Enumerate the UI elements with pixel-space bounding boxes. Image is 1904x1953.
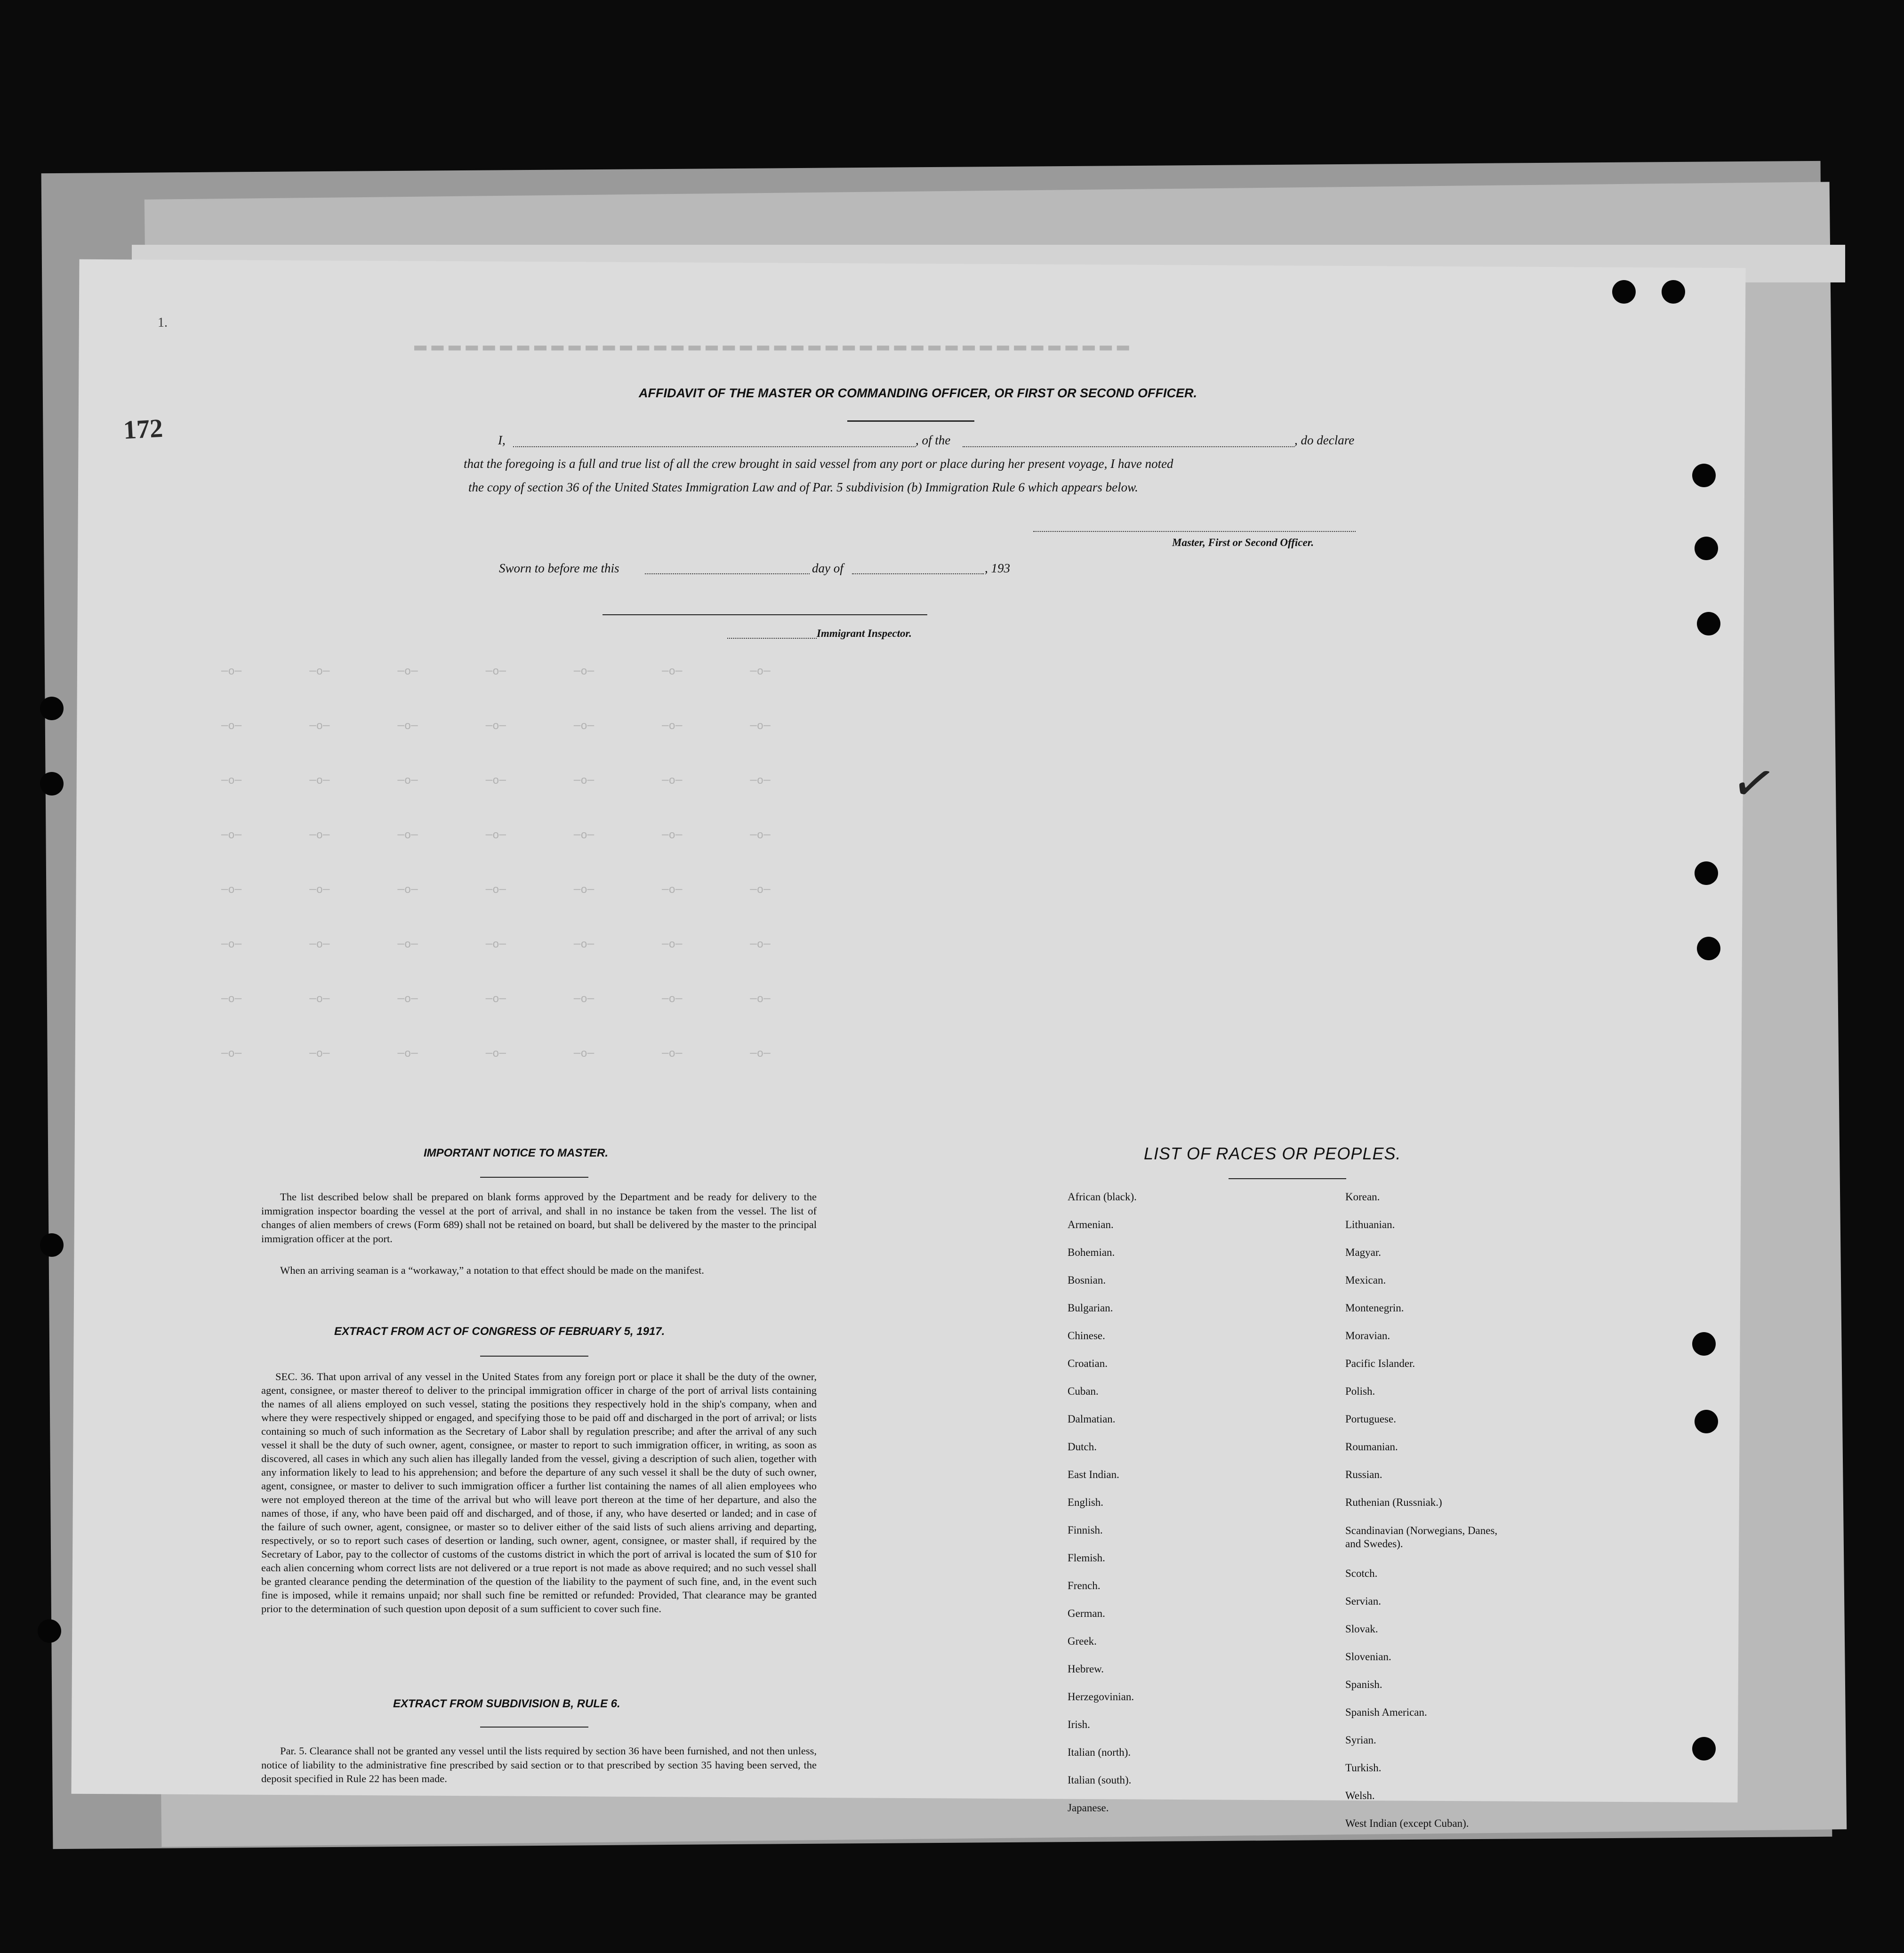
race-item: Croatian. xyxy=(1068,1358,1108,1369)
punch-hole xyxy=(1692,1737,1716,1760)
act-extract-text: SEC. 36. That upon arrival of any vessel in the United States from any foreign port or place it shall be the duty of the owner, agent, consignee, or master thereof to deliver to the principal immigration officer in charge of the port of arrival lists containing the names of all aliens employed on such vessel, stating the positions they respectively hold in the ship's company, when and where they were respectively shipped or engaged, and specifying those to be paid off and discharged in the port of arrival; or lists containing so much of such information as the Secretary of Labor shall by regulation prescribe; and after the arrival of any such vessel it shall be the duty of such owner, agent, consignee, or master to report to such immigration officer, in writing, as soon as discovered, all cases in which any such alien has illegally landed from the vessel, giving a description of such alien, together with any information likely to lead to his apprehension; and before the departure of any such vessel it shall be the duty of such owner, agent, consignee, or master to deliver to such immigration officer a further list containing the names of all alien employees who were not employed thereon at the time of the arrival but who will leave port thereon at the time of her departure, and also the names of those, if any, who have been paid off and discharged, and of those, if any, who have deserted or landed; and in case of the failure of such owner, agent, consignee, or master so to deliver either of the said lists of such aliens arriving and departing, respectively, or so to report such cases of desertion or landing, such owner, agent, consignee, or master shall, if required by the Secretary of Labor, pay to the collector of customs of the customs district in which the port of arrival is located the sum of $10 for each alien concerning whom correct lists are not delivered or a true report is not made as above required; and no such vessel shall be granted clearance pending the determination of the question of the liability to the payment of such fine, and, in the event such fine is imposed, while it remains unpaid; nor shall such fine be remitted or refunded: Provided, That clearance may be granted prior to the determination of such question upon deposit of a sum sufficient to cover such fine. xyxy=(261,1371,817,1615)
signature-blank xyxy=(1033,531,1356,532)
notice-rule xyxy=(480,1177,588,1178)
race-item: Dutch. xyxy=(1068,1441,1097,1453)
race-item: Roumanian. xyxy=(1345,1441,1398,1453)
punch-hole xyxy=(1695,861,1718,885)
affidavit-line1-mid: , of the xyxy=(916,433,951,447)
notice-title: IMPORTANT NOTICE TO MASTER. xyxy=(424,1147,609,1159)
race-item: Spanish American. xyxy=(1345,1706,1427,1718)
race-item: Slovak. xyxy=(1345,1623,1378,1635)
affidavit-line3: the copy of section 36 of the United States Immigration Law and of Par. 5 subdivision (b) Immigration Rule 6 which appears below. xyxy=(468,480,1138,494)
race-item: Korean. xyxy=(1345,1191,1380,1203)
rule-extract-text: Par. 5. Clearance shall not be granted any vessel until the lists required by section 36 have been furnished, and not then unless, notice of liability to the administrative fine prescribed by said section or to that prescribed by section 35 having been served, the deposit specified in Rule 22 has been made. xyxy=(261,1745,817,1784)
punch-hole xyxy=(40,697,64,720)
race-item: Bulgarian. xyxy=(1068,1302,1113,1314)
race-item: Spanish. xyxy=(1345,1679,1382,1690)
race-item: Dalmatian. xyxy=(1068,1413,1116,1425)
race-item: Bosnian. xyxy=(1068,1274,1106,1286)
race-item: Portuguese. xyxy=(1345,1413,1396,1425)
race-item: Greek. xyxy=(1068,1635,1097,1647)
affidavit-line2: that the foregoing is a full and true list of all the crew brought in said vessel from any port or place during her present voyage, I have noted xyxy=(464,457,1173,471)
race-item: Welsh. xyxy=(1345,1790,1375,1801)
punch-hole xyxy=(1612,280,1636,304)
rule-rule xyxy=(480,1727,588,1728)
race-item: Moravian. xyxy=(1345,1330,1390,1342)
races-rule xyxy=(1229,1178,1346,1179)
act-rule xyxy=(480,1356,588,1357)
title-rule xyxy=(847,420,974,422)
punch-hole xyxy=(1697,612,1720,635)
race-item: Lithuanian. xyxy=(1345,1219,1395,1230)
notice-paragraph-2: When an arriving seaman is a “workaway,” a notation to that effect should be made on the manifest. xyxy=(280,1264,704,1276)
punch-hole xyxy=(1697,937,1720,960)
vessel-blank xyxy=(963,446,1294,447)
affidavit-line1-start: I, xyxy=(498,433,506,447)
race-item: Italian (south). xyxy=(1068,1774,1132,1786)
punch-hole xyxy=(40,772,64,796)
bleed-through-heading: ▬▬▬▬▬▬▬▬▬▬▬▬▬▬▬▬▬▬▬▬▬▬▬▬▬▬▬▬▬▬▬▬▬▬▬▬▬▬▬▬▬▬ xyxy=(414,334,1134,358)
punch-hole xyxy=(1695,1410,1718,1433)
race-item: Armenian. xyxy=(1068,1219,1114,1230)
race-item: Japanese. xyxy=(1068,1802,1109,1814)
name-blank xyxy=(513,446,916,447)
race-item: English. xyxy=(1068,1496,1104,1508)
race-item: Magyar. xyxy=(1345,1246,1382,1258)
punch-hole xyxy=(40,1233,64,1257)
punch-hole xyxy=(1692,1332,1716,1356)
inspector-rule xyxy=(603,614,927,615)
race-item: Turkish. xyxy=(1345,1762,1382,1774)
act-extract-title: EXTRACT FROM ACT OF CONGRESS OF FEBRUARY 5, 1917. xyxy=(334,1325,665,1338)
race-item: Slovenian. xyxy=(1345,1651,1391,1663)
race-item: Ruthenian (Russniak.) xyxy=(1345,1496,1442,1508)
sworn-mid: day of xyxy=(812,561,844,575)
race-item: Montenegrin. xyxy=(1345,1302,1404,1314)
race-item: Syrian. xyxy=(1345,1734,1376,1746)
race-item: Polish. xyxy=(1345,1385,1375,1397)
race-item: Mexican. xyxy=(1345,1274,1386,1286)
sworn-day-blank xyxy=(645,573,810,574)
rule-extract-title: EXTRACT FROM SUBDIVISION B, RULE 6. xyxy=(393,1697,620,1710)
race-item: Flemish. xyxy=(1068,1552,1105,1564)
corner-number: 1. xyxy=(158,315,168,330)
punch-hole xyxy=(1662,280,1685,304)
inspector-label: Immigrant Inspector. xyxy=(817,627,912,639)
race-item: Irish. xyxy=(1068,1719,1090,1730)
race-item: Bohemian. xyxy=(1068,1246,1115,1258)
check-mark-icon: ✓ xyxy=(1726,749,1782,818)
punch-hole xyxy=(1692,464,1716,487)
page-number: 172 xyxy=(122,413,164,445)
signature-label: Master, First or Second Officer. xyxy=(1172,537,1314,548)
punch-hole xyxy=(1695,537,1718,560)
race-item: Russian. xyxy=(1345,1469,1382,1480)
race-item: West Indian (except Cuban). xyxy=(1345,1817,1469,1829)
races-title: LIST OF RACES OR PEOPLES. xyxy=(1144,1144,1401,1163)
race-item: Servian. xyxy=(1345,1595,1382,1607)
race-item: French. xyxy=(1068,1580,1101,1591)
race-item: Pacific Islander. xyxy=(1345,1358,1415,1369)
affidavit-line1-end: , do declare xyxy=(1294,433,1355,447)
race-item: German. xyxy=(1068,1607,1105,1619)
race-item: Scandinavian (Norwegians, Danes, and Swedes). xyxy=(1345,1525,1498,1550)
race-item: Scotch. xyxy=(1345,1567,1378,1579)
notice-paragraph-1: The list described below shall be prepared on blank forms approved by the Department and be ready for delivery to the immigration inspector boarding the vessel at the port of arrival, and shall in no instance be taken from the vessel. The list of changes of alien members of crews (Form 689) shall not be retained on board, but shall be delivered by the master to the principal immigration officer at the port. xyxy=(261,1191,817,1245)
affidavit-title: AFFIDAVIT OF THE MASTER OR COMMANDING OFFICER, OR FIRST OR SECOND OFFICER. xyxy=(639,386,1197,400)
race-item: Chinese. xyxy=(1068,1330,1105,1342)
race-item: East Indian. xyxy=(1068,1469,1119,1480)
race-item: Italian (north). xyxy=(1068,1746,1131,1758)
inspector-blank xyxy=(727,638,817,639)
race-item: African (black). xyxy=(1068,1191,1137,1203)
sworn-month-blank xyxy=(852,573,984,574)
race-item: Herzegovinian. xyxy=(1068,1691,1134,1703)
punch-hole xyxy=(38,1619,61,1643)
race-item: Hebrew. xyxy=(1068,1663,1104,1675)
sworn-start: Sworn to before me this xyxy=(499,561,619,575)
race-item: Cuban. xyxy=(1068,1385,1099,1397)
bleed-through-rows: ─o─ ─o─ ─o─ ─o─ ─o─ ─o─ ─o─ ─o─ ─o─ ─o─ ─o─ ─o─ ─o─ ─o─ ─o─ ─o─ ─o─ ─o─ ─o─ ─o─ ─o─ ─o─ ─o─ ─o─ ─o─ ─o─ ─o─ ─o─ ─o─ ─o─ ─o─ ─o─ ─o─ ─o─ ─o─ ─o─ ─o─ ─o─ ─o─ ─o─ ─o─ ─o─ ─o─ ─o─ ─o─ ─o─ ─o─ ─o─ ─o─ ─o─ ─o─ ─o─ ─o─ ─o─ ─o─ ─o─ xyxy=(221,666,771,1061)
sworn-end: , 193 xyxy=(985,561,1010,575)
race-item: Finnish. xyxy=(1068,1524,1103,1536)
